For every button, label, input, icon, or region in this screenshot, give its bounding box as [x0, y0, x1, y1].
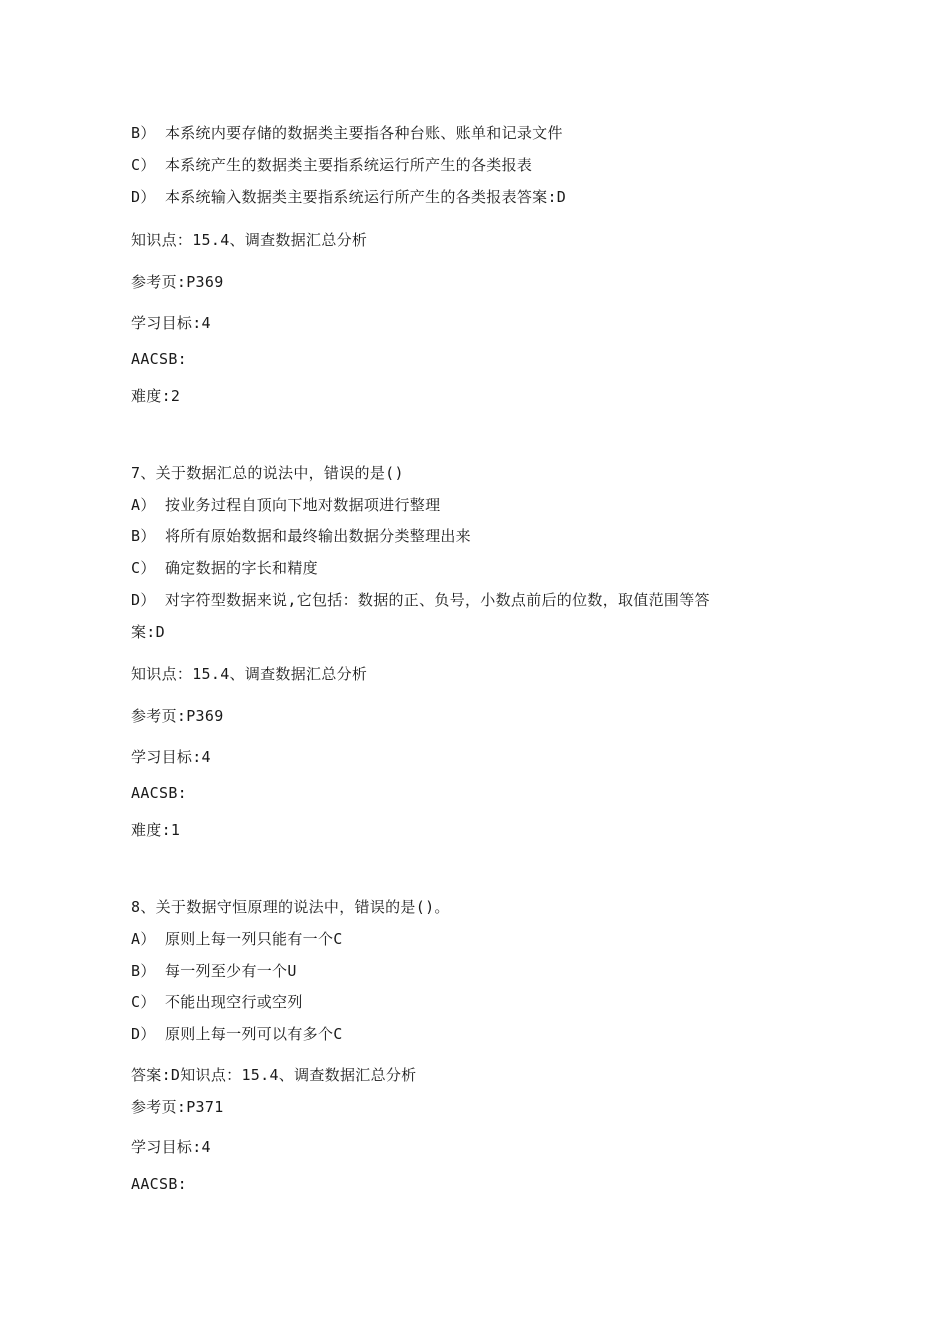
q8-option-d: D） 原则上每一列可以有多个C [131, 1025, 343, 1043]
q8-learning-goal: 学习目标:4 [131, 1138, 211, 1156]
q8-option-a: A） 原则上每一列只能有一个C [131, 930, 343, 948]
q6-knowledge-point: 知识点：15.4、调查数据汇总分析 [131, 231, 368, 249]
q6-option-c: C） 本系统产生的数据类主要指系统运行所产生的各类报表 [131, 156, 533, 174]
q7-option-b: B） 将所有原始数据和最终输出数据分类整理出来 [131, 527, 471, 545]
q6-option-b: B） 本系统内要存储的数据类主要指各种台账、账单和记录文件 [131, 124, 563, 142]
q8-aacsb: AACSB: [131, 1175, 187, 1193]
q7-reference-page: 参考页:P369 [131, 707, 224, 725]
q7-difficulty: 难度:1 [131, 821, 181, 839]
q7-option-c: C） 确定数据的字长和精度 [131, 559, 318, 577]
q8-option-b: B） 每一列至少有一个U [131, 962, 297, 980]
q8-option-c: C） 不能出现空行或空列 [131, 993, 303, 1011]
q7-knowledge-point: 知识点：15.4、调查数据汇总分析 [131, 665, 368, 683]
q6-learning-goal: 学习目标:4 [131, 314, 211, 332]
q6-aacsb: AACSB: [131, 350, 187, 368]
q7-question: 7、关于数据汇总的说法中，错误的是() [131, 464, 404, 482]
q7-aacsb: AACSB: [131, 784, 187, 802]
q6-difficulty: 难度:2 [131, 387, 181, 405]
q6-option-d: D） 本系统输入数据类主要指系统运行所产生的各类报表答案:D [131, 188, 567, 206]
q6-reference-page: 参考页:P369 [131, 273, 224, 291]
q8-reference-page: 参考页:P371 [131, 1098, 224, 1116]
q7-learning-goal: 学习目标:4 [131, 748, 211, 766]
q7-option-d-continued: 案:D [131, 623, 165, 641]
q7-option-d: D） 对字符型数据来说,它包括：数据的正、负号，小数点前后的位数，取值范围等答 [131, 591, 710, 609]
q8-question: 8、关于数据守恒原理的说法中，错误的是()。 [131, 898, 450, 916]
q7-option-a: A） 按业务过程自顶向下地对数据项进行整理 [131, 496, 441, 514]
q8-answer-knowledge-point: 答案:D知识点：15.4、调查数据汇总分析 [131, 1066, 417, 1084]
